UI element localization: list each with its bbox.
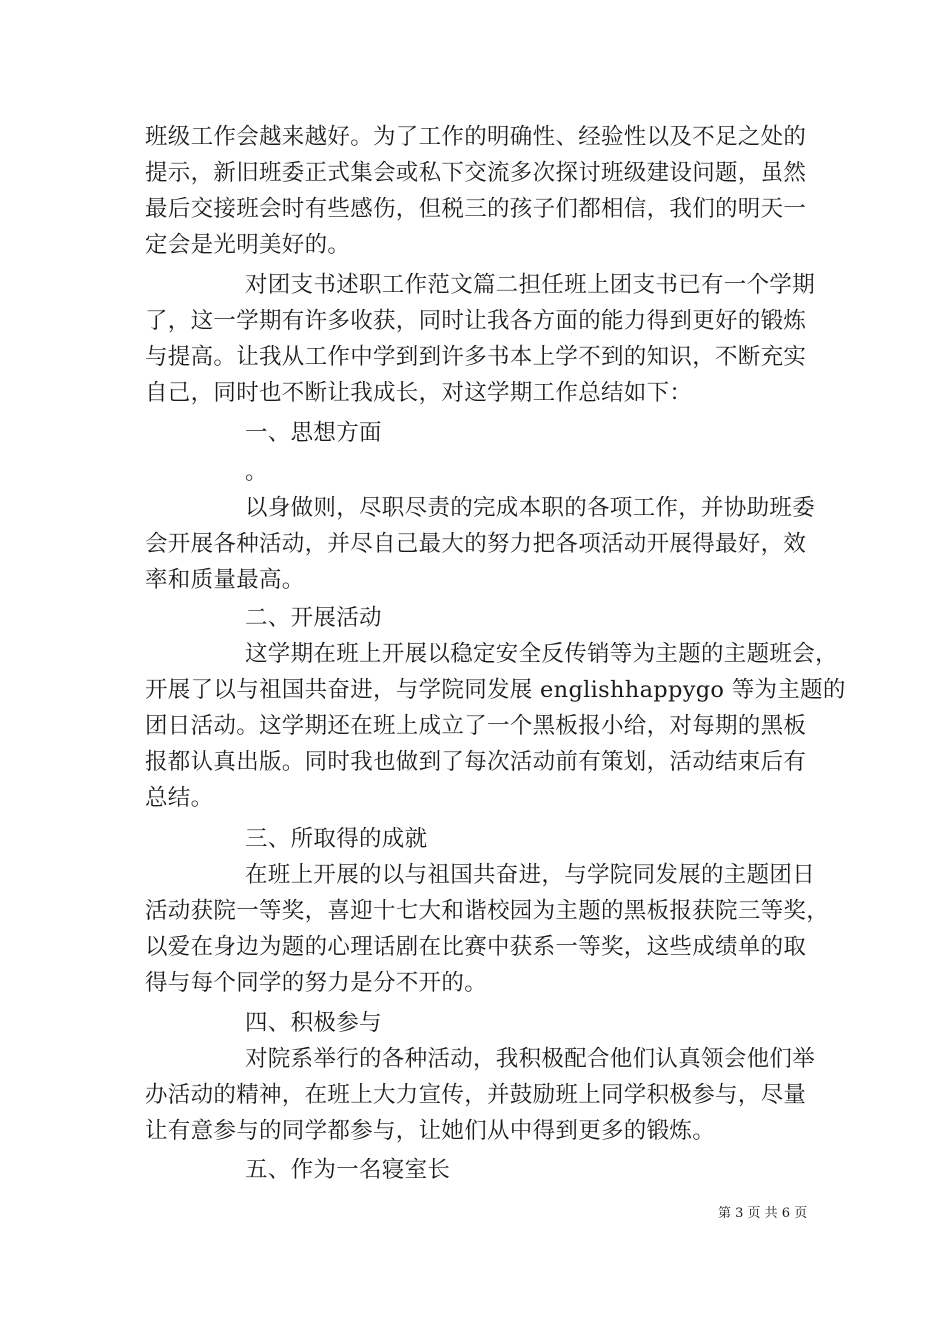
section-heading: 一、思想方面 xyxy=(245,420,382,446)
paragraph-line: 了，这一学期有许多收获，同时让我各方面的能力得到更好的锻炼 xyxy=(145,308,807,334)
paragraph-line: 对团支书述职工作范文篇二担任班上团支书已有一个学期 xyxy=(245,272,816,298)
section-heading: 五、作为一名寝室长 xyxy=(245,1157,451,1183)
page-number-footer: 第 3 页 共 6 页 xyxy=(718,1206,808,1221)
paragraph-line: 办活动的精神，在班上大力宣传，并鼓励班上同学积极参与，尽量 xyxy=(145,1082,807,1108)
paragraph-line: 班级工作会越来越好。为了工作的明确性、经验性以及不足之处的 xyxy=(145,124,807,150)
paragraph-line: 最后交接班会时有些感伤，但税三的孩子们都相信，我们的明天一 xyxy=(145,196,807,222)
paragraph-line: 提示，新旧班委正式集会或私下交流多次探讨班级建设问题，虽然 xyxy=(145,160,807,186)
paragraph-line: 会开展各种活动，并尽自己最大的努力把各项活动开展得最好，效 xyxy=(145,531,807,557)
paragraph-line: 自己，同时也不断让我成长，对这学期工作总结如下： xyxy=(145,380,693,406)
paragraph-line: 与提高。让我从工作中学到到许多书本上学不到的知识，不断充实 xyxy=(145,344,807,370)
paragraph-line: 团日活动。这学期还在班上成立了一个黑板报小给，对每期的黑板 xyxy=(145,713,807,739)
paragraph-line: 率和质量最高。 xyxy=(145,567,305,593)
paragraph-line: 。 xyxy=(245,459,268,485)
paragraph-line: 以爱在身边为题的心理话剧在比赛中获系一等奖，这些成绩单的取 xyxy=(145,934,807,960)
paragraph-line: 活动获院一等奖，喜迎十七大和谐校园为主题的黑板报获院三等奖， xyxy=(145,898,830,924)
paragraph-line: 在班上开展的以与祖国共奋进，与学院同发展的主题团日 xyxy=(245,862,816,888)
paragraph-line: 这学期在班上开展以稳定安全反传销等为主题的主题班会， xyxy=(245,641,838,667)
paragraph-line: 得与每个同学的努力是分不开的。 xyxy=(145,970,488,996)
section-heading: 二、开展活动 xyxy=(245,605,382,631)
paragraph-line: 对院系举行的各种活动，我积极配合他们认真领会他们举 xyxy=(245,1046,816,1072)
section-heading: 四、积极参与 xyxy=(245,1010,382,1036)
paragraph-line: 报都认真出版。同时我也做到了每次活动前有策划，活动结束后有 xyxy=(145,749,807,775)
paragraph-line: 总结。 xyxy=(145,785,214,811)
section-heading: 三、所取得的成就 xyxy=(245,826,428,852)
paragraph-line: 开展了以与祖国共奋进，与学院同发展 englishhappygo 等为主题的 xyxy=(145,677,846,703)
paragraph-line: 以身做则，尽职尽责的完成本职的各项工作，并协助班委 xyxy=(245,495,816,521)
paragraph-line: 让有意参与的同学都参与，让她们从中得到更多的锻炼。 xyxy=(145,1118,716,1144)
paragraph-line: 定会是光明美好的。 xyxy=(145,232,351,258)
